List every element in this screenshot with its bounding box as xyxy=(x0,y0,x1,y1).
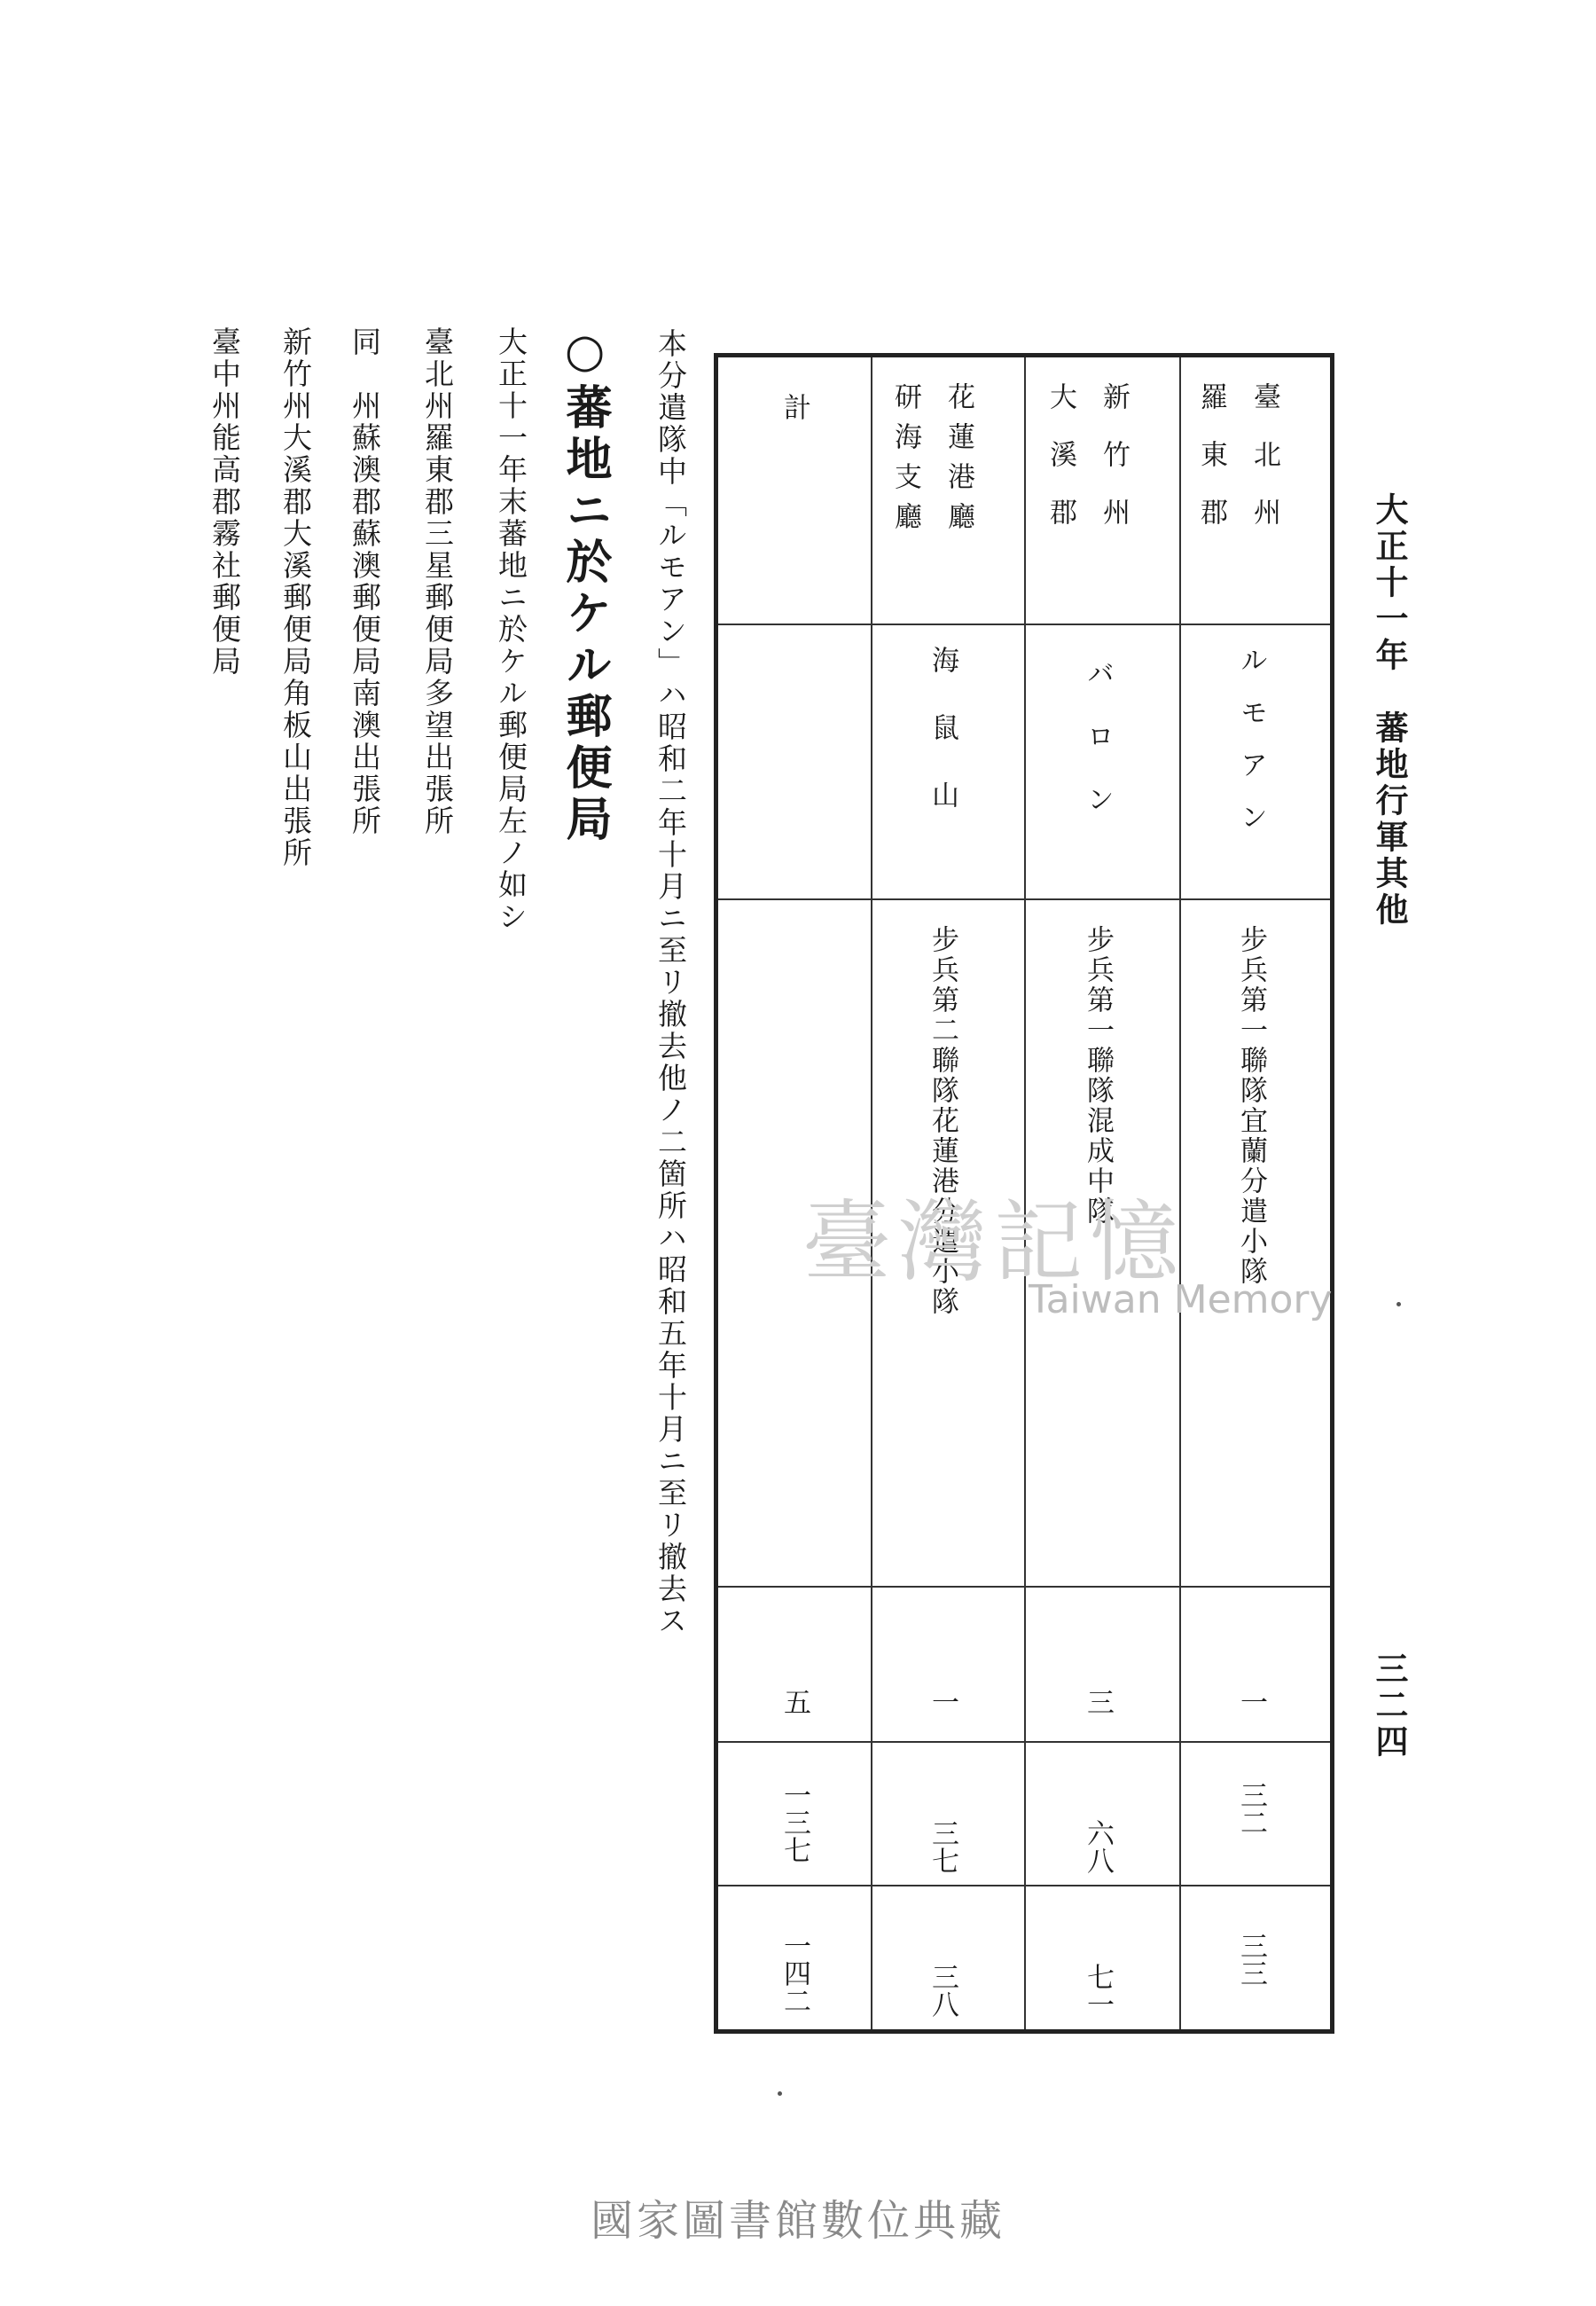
location: ルモアン xyxy=(1235,646,1267,855)
total-1: 五 xyxy=(778,1688,810,1715)
footer-credit: 國家圖書館數位典藏 xyxy=(590,2196,1005,2246)
unit: 步兵第一聯隊宜蘭分遣小隊 xyxy=(1235,925,1267,1287)
running-title: 大正十一年 蕃地行軍其他 xyxy=(1370,492,1409,929)
location: バロン xyxy=(1082,659,1114,848)
note: 本分遣隊中「ルモアン」ハ昭和二年十月ニ至リ撤去他ノ二箇所ハ昭和五年十月ニ至リ撤去ス xyxy=(653,328,688,1637)
count-3: 三八 xyxy=(927,1963,958,2018)
office-entry: 臺北州羅東郡三星郵便局多望出張所 xyxy=(420,326,455,837)
count-1: 一 xyxy=(1235,1688,1267,1715)
scan-speck xyxy=(778,2091,782,2096)
watermark-chinese: 臺灣記憶 xyxy=(802,1190,1185,1294)
scan-speck xyxy=(1396,1302,1401,1306)
location: 海鼠山 xyxy=(927,646,958,848)
total-2: 一三七 xyxy=(778,1781,810,1863)
count-3: 七一 xyxy=(1082,1963,1114,2018)
section-heading: ○蕃地ニ於ケル郵便局 xyxy=(558,324,612,846)
count-2: 六八 xyxy=(1082,1819,1114,1874)
count-2: 三七 xyxy=(927,1819,958,1874)
region-line1: 臺北州 xyxy=(1248,382,1280,555)
count-2: 三二 xyxy=(1235,1781,1267,1836)
region-line2: 羅東郡 xyxy=(1195,382,1227,555)
count-3: 三三 xyxy=(1235,1932,1267,1987)
count-1: 一 xyxy=(927,1688,958,1715)
office-entry: 臺中州能高郡霧社郵便局 xyxy=(207,326,242,678)
unit: 步兵第二聯隊花蓮港分遣小隊 xyxy=(927,925,958,1317)
region-line1: 新竹州 xyxy=(1098,382,1130,555)
office-entry: 新竹州大溪郡大溪郵便局角板山出張所 xyxy=(278,326,313,869)
count-1: 三 xyxy=(1082,1688,1114,1715)
office-entry: 同 州蘇澳郡蘇澳郵便局南澳出張所 xyxy=(348,326,382,837)
watermark-english: Taiwan Memory xyxy=(1029,1277,1333,1322)
region-line2: 大溪郡 xyxy=(1044,382,1076,555)
unit: 步兵第一聯隊混成中隊 xyxy=(1082,925,1114,1227)
page-number: 三二四 xyxy=(1370,1651,1409,1761)
total-label: 計 xyxy=(778,393,810,420)
region-line2: 研海支廳 xyxy=(889,382,921,542)
total-3: 一四二 xyxy=(778,1932,810,2014)
intro: 大正十一年末蕃地ニ於ケル郵便局左ノ如シ xyxy=(494,326,528,933)
region-line1: 花蓮港廳 xyxy=(943,382,974,542)
